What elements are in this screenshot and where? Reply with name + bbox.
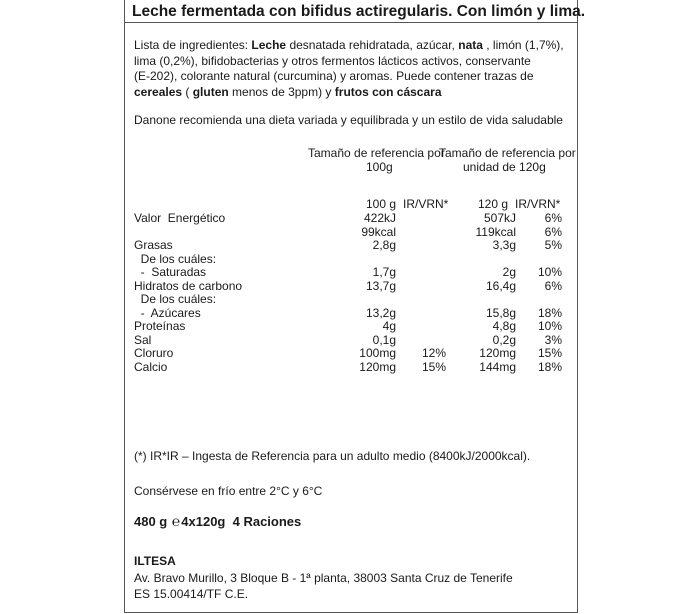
row-label: Proteínas (134, 319, 186, 333)
ingredients-label: Lista de ingredientes: (134, 38, 252, 52)
row-value-100g: 99kcal (361, 224, 396, 239)
portions: 4 Raciones (232, 514, 302, 529)
row-value-120g: 3,3g (492, 238, 516, 252)
row-value-120g: 2g (502, 265, 516, 279)
ingredients-text: ( (182, 84, 193, 99)
row-value-120g: 144mg (479, 359, 516, 374)
row-label: - Azúcares (134, 305, 201, 320)
recommendation-text: Danone recomienda una dieta variada y equilibrada y un estilo de vida saludable (134, 113, 563, 127)
net-weight (134, 513, 301, 529)
col-header-ir-100g: IR/VRN* (403, 197, 449, 211)
header-120g-line-1: Tamaño de referencia por (439, 146, 576, 160)
row-ir-120g: 10% (537, 265, 562, 279)
allergen-leche: Leche (251, 38, 287, 52)
row-value-100g: 1,7g (372, 265, 396, 279)
row-ir-120g: 6% (544, 278, 562, 293)
row-value-120g: 4,8g (492, 319, 516, 333)
row-value-100g: 422kJ (363, 211, 396, 225)
ingredients-line-3: (E-202), colorante natural (curcumina) y aromas. Puede contener trazas de (134, 69, 534, 83)
footnote: (*) IR*IR – Ingesta de Referencia para un adulto medio (8400kJ/2000kcal). (134, 449, 531, 463)
row-label: Grasas (134, 238, 173, 252)
ingredients-text: , limón (1,7%), (482, 38, 564, 52)
row-value-100g: 13,7g (365, 278, 396, 293)
row-ir-100g: 12% (421, 346, 446, 360)
row-value-120g: 507kJ (483, 211, 516, 225)
storage-instructions: Consérvese en frío entre 2°C y 6°C (134, 484, 323, 498)
row-value-120g: 16,4g (485, 278, 516, 293)
estimate-sign-icon: ℮ (171, 513, 181, 529)
row-value-100g: 100mg (359, 346, 396, 360)
row-ir-120g: 6% (544, 224, 562, 239)
allergen-frutos-cascara: frutos con cáscara (334, 84, 442, 99)
pack-count: 4x120g (181, 514, 226, 529)
row-label: - Saturadas (134, 265, 207, 279)
row-label: Cloruro (134, 346, 174, 360)
row-value-120g: 120mg (479, 346, 516, 360)
row-value-100g: 2,8g (372, 238, 396, 252)
company-address: Av. Bravo Murillo, 3 Bloque B - 1ª planta, 38003 Santa Cruz de Tenerife (134, 571, 513, 585)
row-value-100g: 4g (382, 319, 396, 333)
row-ir-120g: 15% (537, 346, 562, 360)
row-ir-120g: 18% (537, 359, 562, 374)
row-value-100g: 120mg (359, 359, 396, 374)
header-120g-line-2: unidad de 120g (463, 160, 546, 174)
row-label: Sal (134, 332, 152, 347)
row-value-120g: 15,8g (485, 305, 516, 320)
header-100g-line-1: Tamaño de referencia por (308, 146, 445, 160)
registry-number: ES 15.00414/TF C.E. (134, 587, 249, 601)
row-ir-120g: 6% (544, 211, 562, 225)
row-value-120g: 119kcal (475, 224, 516, 239)
title-divider (124, 22, 577, 23)
row-value-100g: 0,1g (372, 332, 396, 347)
product-title: Leche fermentada con bifidus actiregularis. Con limón y lima. (132, 3, 586, 20)
ingredients-line-2: lima (0,2%), bifidobacterias y otros fermentos lácticos activos, conservante (134, 53, 531, 68)
row-ir-120g: 10% (537, 319, 562, 333)
row-value-100g: 13,2g (365, 305, 396, 320)
col-header-ir-120g: IR/VRN* (515, 197, 561, 211)
header-100g-line-2: 100g (366, 160, 393, 174)
col-header-120g: 120 g (477, 197, 508, 211)
row-value-120g: 0,2g (492, 332, 516, 347)
row-label: Hidratos de carbono (134, 278, 243, 293)
allergen-gluten: gluten (192, 84, 229, 99)
row-label: De los cuáles: (134, 292, 217, 306)
allergen-cereales: cereales (134, 84, 183, 99)
ingredients-text: desnatada rehidratada, azúcar, (286, 38, 459, 52)
row-ir-100g: 15% (421, 359, 446, 374)
row-label: Calcio (134, 359, 168, 374)
allergen-nata: nata (458, 38, 483, 52)
row-label: Valor Energético (134, 211, 226, 225)
ingredients-line-4 (134, 85, 442, 101)
row-ir-120g: 3% (544, 332, 562, 347)
ingredients-line-1 (134, 38, 564, 54)
ingredients-text: menos de 3ppm) y (228, 84, 335, 99)
company-name: ILTESA (134, 554, 176, 568)
row-label: De los cuáles: (134, 251, 217, 266)
row-ir-120g: 18% (537, 305, 562, 320)
row-ir-120g: 5% (544, 238, 562, 252)
col-header-100g: 100 g (365, 197, 396, 211)
net-weight-value: 480 g (134, 514, 168, 529)
